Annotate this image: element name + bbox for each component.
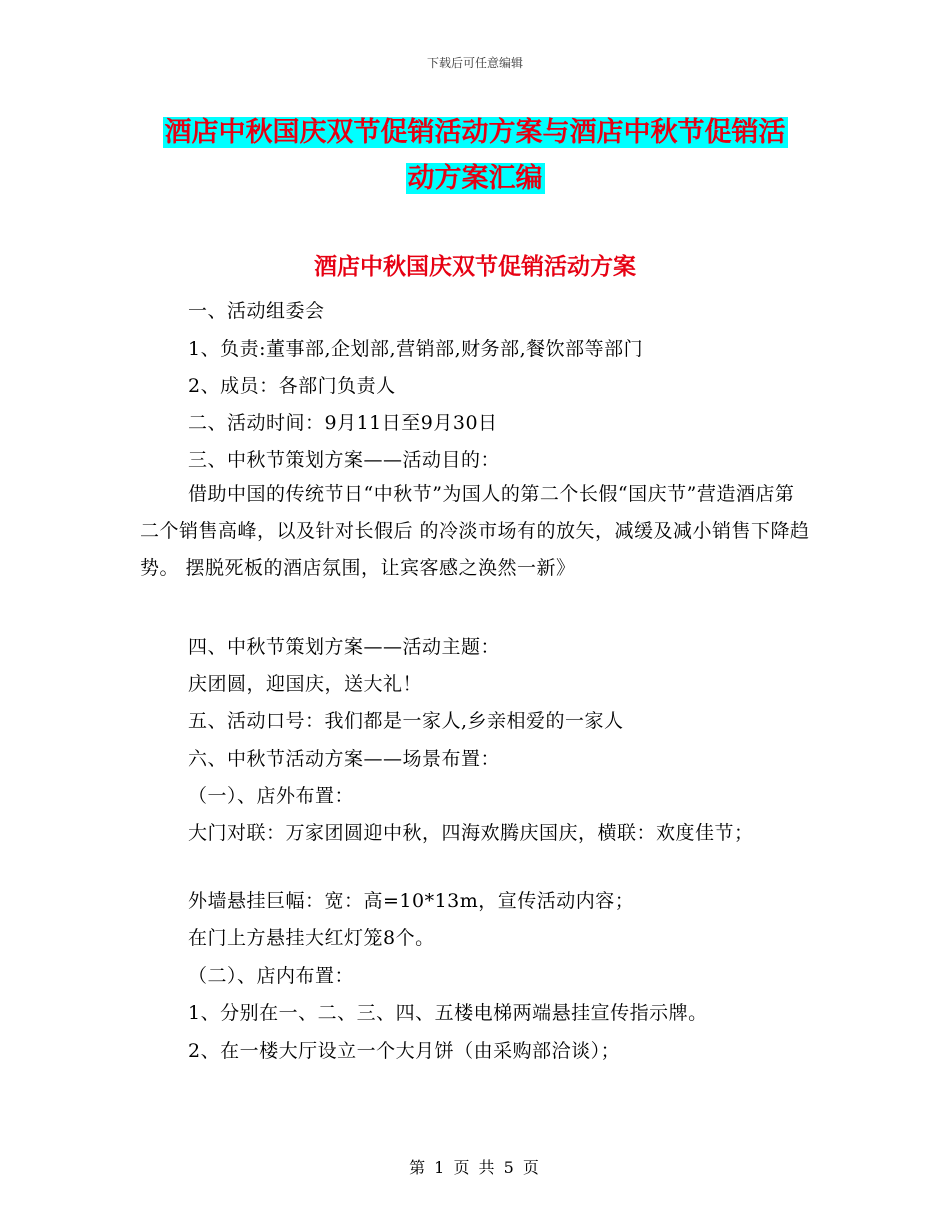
paragraph: 借助中国的传统节日“中秋节”为国人的第二个长假“国庆节”营造酒店第二个销售高峰，以及针对长假后 的冷淡市场有的放矢，减缓及减小销售下降趋势。 摆脱死板的酒店氛围，让宾客感之涣然一新》: [140, 483, 810, 579]
list-item: （二）、店内布置：: [188, 965, 355, 987]
document-title: [0, 110, 950, 202]
page-indicator: 第 1 页 共 5 页: [409, 1158, 541, 1177]
list-item: 庆团圆，迎国庆，送大礼！: [188, 673, 423, 695]
list-item: 大门对联：万家团圆迎中秋，四海欢腾庆国庆，横联：欢度佳节；: [188, 822, 754, 844]
title-line-2: 动方案汇编: [407, 163, 543, 194]
list-item: 三、中秋节策划方案——活动目的：: [188, 449, 501, 471]
list-item: 2、成员：各部门负责人: [188, 375, 396, 397]
list-item: 六、中秋节活动方案——场景布置：: [188, 748, 501, 770]
list-item: 1、分别在一、二、三、四、五楼电梯两端悬挂宣传指示牌。: [188, 1002, 708, 1024]
list-item: （一）、店外布置：: [188, 785, 355, 807]
list-item: 一、活动组委会: [188, 300, 325, 322]
section-title: 酒店中秋国庆双节促销活动方案: [314, 253, 636, 280]
list-item: 2、在一楼大厅设立一个大月饼（由采购部洽谈）；: [188, 1040, 621, 1062]
list-item: 在门上方悬挂大红灯笼8个。: [188, 927, 435, 949]
title-line-1: 酒店中秋国庆双节促销活动方案与酒店中秋节促销活: [164, 117, 786, 148]
list-item: 四、中秋节策划方案——活动主题：: [188, 636, 501, 658]
list-item: 外墙悬挂巨幅：宽：高=10*13m，宣传活动内容；: [188, 890, 635, 912]
header-note: 下载后可任意编辑: [426, 56, 523, 70]
list-item: 五、活动口号：我们都是一家人,乡亲相爱的一家人: [188, 710, 624, 732]
list-item: 二、活动时间：9月11日至9月30日: [188, 412, 498, 434]
list-item: 1、负责:董事部,企划部,营销部,财务部,餐饮部等部门: [188, 338, 644, 360]
